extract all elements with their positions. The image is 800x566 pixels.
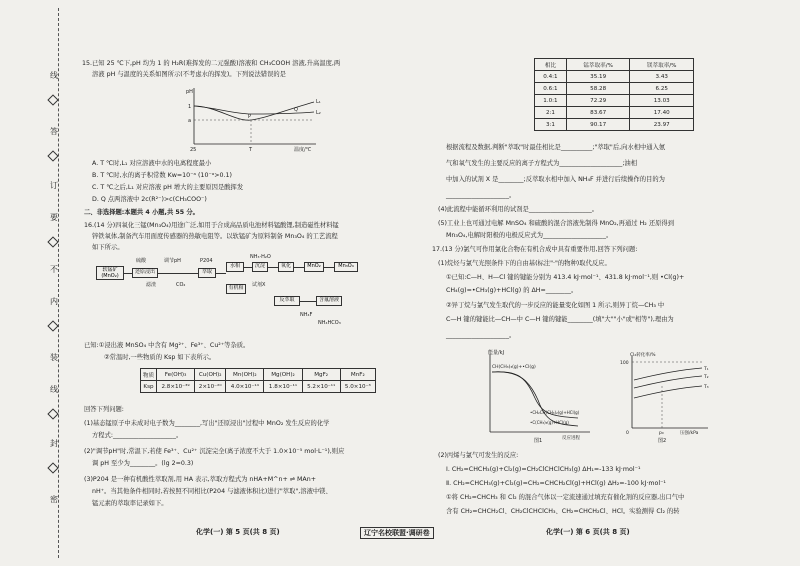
ksp-cell: 2.8×10⁻³⁹ — [156, 381, 194, 393]
page-footer-right: 化学(一) 第 6 页(共 8 页) — [546, 528, 630, 536]
q16-part2: (2)"调节pH"时,常温下,若使 Fe³⁺、Cu²⁺ 沉淀完全(离子浓度不大于 1.0×10⁻⁵ mol·L⁻¹),则应 — [84, 448, 345, 455]
ratio-cell: 6.25 — [630, 83, 694, 95]
q17-stem: 17.(13 分)氯气可作用氯化合物在有机合成中具有重要作用,回答下列问题: — [432, 246, 638, 253]
answer-intro: 回答下列问题: — [84, 406, 124, 413]
flow-box: 还原浸出 — [132, 268, 158, 278]
ratio-cell: 3.43 — [630, 71, 694, 83]
flow-label: 硫酸 — [136, 258, 147, 264]
flow-arrow — [244, 267, 252, 268]
flow-box: Mn₃O₄ — [334, 262, 358, 272]
graph-xlabel: 温度/℃ — [294, 147, 312, 153]
ratio-header-cell: 相比 — [535, 59, 567, 71]
fig2-ylabel: Cl₂转化率/% — [630, 353, 656, 358]
q16-analysis: 根据流程及数据,判断"萃取"时最佳相比是__________;"萃取"后,向水相中通入氨 — [446, 144, 666, 151]
q15-option-b: B. T ℃时,水的离子积常数 Kw=10⁻ᵃ (10⁻ᵃ>0.1) — [92, 172, 232, 179]
seal-char: 装 — [50, 353, 58, 362]
fig2-top-tick: 100 — [620, 361, 629, 366]
seal-char: 线 — [50, 385, 58, 394]
ratio-cell: 83.67 — [566, 107, 630, 119]
q17-equation-2: Ⅱ. CH₂=CHCH₃(g)+Cl₂(g)=CH₂=CHCH₂Cl(g)+HCl(g) ΔH₂=-100 kJ·mol⁻¹ — [446, 480, 666, 487]
q16-stem: 如下所示。 — [92, 244, 124, 251]
flow-box: 氧化 — [278, 262, 294, 272]
ratio-header-cell: 镁萃取率/% — [630, 59, 694, 71]
graph-tick: 1 — [188, 104, 192, 110]
ksp-header-cell: Fe(OH)₃ — [156, 369, 194, 381]
q17-part1-ii: C—H 键的键能比—CH—中 C—H 键的键能________(填"大""小"或"相等"),理由为 — [446, 316, 674, 323]
ksp-cell: 5.2×10⁻¹¹ — [302, 381, 340, 393]
q15-ph-graph — [176, 84, 326, 154]
fig2-T3: T₃ — [704, 385, 709, 390]
ksp-table — [140, 368, 376, 393]
ratio-cell: 0.4:1 — [535, 71, 567, 83]
q16-part1: (1)基态锰原子中未成对电子数为________,写出"还原浸出"过程中 MnO₂ 发生反应的化学 — [84, 420, 330, 427]
flow-label: NH₃·H₂O — [250, 254, 271, 260]
q15-option-a: A. T ℃时,L₁ 对应溶液中水的电离程度最小 — [92, 160, 212, 167]
seal-char: 订 — [50, 181, 58, 190]
q17-part2: (2)丙烯与氯气可发生的反应: — [438, 452, 519, 459]
flow-label: P204 — [200, 258, 213, 264]
conversion-graph-fig2 — [618, 350, 714, 444]
energy-diagram-fig1 — [478, 348, 598, 444]
flow-arrow — [300, 301, 316, 302]
q17-equation-1: Ⅰ. CH₂=CHCH₃(g)+Cl₂(g)=CH₂ClCHClCH₃(g) ΔH₁=-133 kJ·mol⁻¹ — [446, 466, 641, 473]
ratio-cell: 58.28 — [566, 83, 630, 95]
ksp-header-cell: Mn(OH)₂ — [226, 369, 264, 381]
q16-part3: nH⁺。当其他条件相同时,若按照不同相比(P204 与滤液体积比)进行"萃取",溶液中镁、 — [92, 488, 332, 495]
flow-box: 含氟溶液 — [316, 296, 342, 306]
ratio-cell: 13.03 — [630, 95, 694, 107]
q16-part5: Mn₃O₄,电解时阳极的电极反应式为____________________。 — [446, 232, 613, 239]
graph-x0: 25 — [190, 147, 197, 153]
seal-char: 内 — [50, 297, 58, 306]
fig2-T1: T₁ — [704, 367, 709, 372]
diamond-mark — [47, 462, 58, 473]
flow-label: 调节pH — [164, 258, 181, 264]
center-footer: 辽宁名校联盟·调研卷 — [360, 527, 434, 539]
ratio-cell: 72.29 — [566, 95, 630, 107]
graph-L2: L₂ — [316, 110, 321, 116]
flow-box: 萃取 — [198, 268, 216, 278]
ratio-cell: 23.97 — [630, 119, 694, 131]
graph-xT: T — [249, 147, 253, 153]
seal-char: 要 — [50, 213, 58, 222]
diamond-mark — [47, 150, 58, 161]
graph-a: a — [188, 118, 192, 124]
ksp-cell: 5.0×10⁻³ — [340, 381, 375, 393]
ksp-header-cell: Mg(OH)₂ — [264, 369, 302, 381]
diamond-mark — [47, 320, 58, 331]
q15-stem: 15.已知 25 ℃下,pH 均为 1 的 H₂R(难挥发的二元强酸)溶液和 CH₃COOH 溶液,升高温度,两 — [82, 60, 341, 67]
flow-arrow — [124, 273, 132, 274]
graph-ylabel: pH — [186, 89, 193, 95]
fig1-product2: •C(CH₃)₃(g)+HCl(g) — [530, 420, 569, 425]
flow-box: 软锰矿 (MnO₂) — [96, 266, 124, 280]
q16-part3: 锰元素的萃取率记录如下。 — [92, 500, 168, 507]
ksp-header-cell: MgF₂ — [302, 369, 340, 381]
ksp-header-cell: 物质 — [141, 369, 157, 381]
flow-box: 沉淀 — [252, 262, 268, 272]
q16-analysis: ____________________。 — [446, 192, 516, 199]
flow-label: 试剂X — [252, 282, 266, 288]
q17-part1-i: ①已知:C—H、H—Cl 键的键能分别为 413.4 kJ·mol⁻¹、431.8 kJ·mol⁻¹,则 •Cl(g)+ — [446, 274, 685, 281]
fig1-ylabel: 能量/kJ — [488, 350, 505, 356]
graph-P: P — [248, 114, 252, 120]
q15-option-d: D. Q 点两溶液中 2c(R²⁻)>c(CH₃COO⁻) — [92, 196, 207, 203]
fig2-p0: p₀ — [659, 431, 664, 436]
q17-part2-i: 含有 CH₂=CHCH₂Cl、CH₂ClCHClCH₃、CH₂=CHCH₂Cl、HCl。实验测得 Cl₂ 的转 — [446, 508, 680, 515]
fig1-xlabel: 反应进程 — [562, 436, 580, 441]
diamond-mark — [47, 236, 58, 247]
fig2-xlabel: 压强/kPa — [680, 431, 699, 436]
binding-margin — [0, 0, 66, 566]
flow-arrow — [294, 267, 304, 268]
ratio-cell: 0.6:1 — [535, 83, 567, 95]
q16-analysis: 中加入的试剂 X 是________;反萃取水相中加入 NH₄F 并进行后续操作的目的为 — [446, 176, 665, 183]
q15-stem: 溶液 pH 与温度的关系如图所示(不考虑水的挥发)。下列说法错误的是 — [92, 71, 286, 78]
flow-label: NH₄HCO₃ — [318, 320, 341, 326]
flow-arrow — [158, 273, 198, 274]
ratio-cell: 17.40 — [630, 107, 694, 119]
ratio-cell: 90.17 — [566, 119, 630, 131]
flow-box: MnO₂ — [304, 262, 324, 272]
ratio-cell: 35.19 — [566, 71, 630, 83]
ratio-cell: 1.0:1 — [535, 95, 567, 107]
seal-char: 答 — [50, 127, 58, 136]
q17-part1: (1)烷烃与氯气光照条件下的自由基(标注"·"的物种)取代反应。 — [438, 260, 611, 267]
q16-stem: 锌铁氧体,制备汽车用面度传感器的热敏电阻等。以软锰矿为原料制备 Mn₃O₄ 的工艺流程 — [92, 233, 338, 240]
page-footer-left: 化学(一) 第 5 页(共 8 页) — [196, 528, 280, 536]
q16-known: 已知:①浸出液 MnSO₄ 中含有 Mg²⁺、Fe³⁺、Cu²⁺等杂质。 — [84, 342, 250, 349]
q16-part5: (5)工业上也可通过电解 MnSO₄ 和硫酸的混合溶液先制得 MnO₂,再通过 H₂ 还原得到 — [438, 220, 675, 227]
q17-part1-ii: ②异丁烷与氯气发生取代的一步反应的能量变化如图 1 所示,则异丁烷—CH₃ 中 — [446, 302, 665, 309]
ratio-header-cell: 锰萃取率/% — [566, 59, 630, 71]
diamond-mark — [47, 408, 58, 419]
graph-L1: L₁ — [316, 99, 321, 105]
ksp-header-cell: Cu(OH)₂ — [195, 369, 226, 381]
q17-part1-i: CH₄(g)=•CH₃(g)+HCl(g) 的 ΔH=________。 — [446, 287, 578, 294]
ksp-cell: 2×10⁻²⁰ — [195, 381, 226, 393]
ksp-cell: Ksp — [141, 381, 157, 393]
q16-part4: (4)此流程中能循环利用的试剂是____________________。 — [438, 206, 599, 213]
q16-part1: 方程式:____________________。 — [92, 432, 183, 439]
ratio-cell: 3:1 — [535, 119, 567, 131]
fig2-T2: T₂ — [704, 375, 709, 380]
q16-known: ②常温时,一些物质的 Ksp 如下表所示。 — [104, 354, 216, 361]
flow-arrow — [324, 267, 334, 268]
fig1-start-label: CH(CH₃)₃(g)+•Cl(g) — [492, 365, 536, 370]
graph-Q: Q — [294, 107, 298, 113]
ratio-cell: 2:1 — [535, 107, 567, 119]
seal-char: 不 — [50, 265, 58, 274]
ksp-header-cell: MnF₂ — [340, 369, 375, 381]
q16-analysis: 气和氧气发生的主要反应的离子方程式为____________________;油相 — [446, 160, 638, 167]
q16-part3: (3)P204 是一种有机酸性萃取剂,用 HA 表示,萃取方程式为 nHA+M^n+ ⇌ MAn+ — [84, 476, 317, 483]
dashed-cut-line — [58, 8, 59, 558]
flow-box: 有机相 — [226, 284, 246, 294]
q16-part2: 调 pH 至少为________。(lg 2=0.3) — [92, 460, 194, 467]
seal-char: 密 — [50, 495, 58, 504]
q17-part2-i: ①将 CH₂=CHCH₃ 和 Cl₂ 的混合气体以一定流速通过填充有催化剂的反应器,出口气中 — [446, 494, 685, 501]
fig1-product1: •CH₂CH(CH₃)₂(g)+HCl(g) — [530, 410, 580, 415]
flow-box: 反萃取 — [274, 296, 300, 306]
flow-label: CO₂ — [176, 282, 186, 288]
section-heading: 二、非选择题:本题共 4 小题,共 55 分。 — [84, 209, 199, 216]
ratio-table — [534, 58, 694, 131]
flow-arrow — [216, 273, 226, 274]
ksp-cell: 1.8×10⁻¹¹ — [264, 381, 302, 393]
diamond-mark — [47, 94, 58, 105]
fig2-origin: 0 — [626, 431, 629, 436]
seal-char: 封 — [50, 439, 58, 448]
flow-label: 滤渣 — [146, 282, 157, 288]
flow-box: 水相 — [226, 262, 244, 272]
fig2-caption: 图2 — [658, 438, 667, 444]
q16-stem: 16.(14 分)四氧化三锰(Mn₃O₄)用途广泛,如用于合成高品质电池材料锰酸锂,制造磁性材料锰 — [84, 222, 339, 229]
fig1-caption: 图1 — [534, 438, 543, 444]
flow-arrow — [268, 267, 278, 268]
seal-char: 线 — [50, 71, 58, 80]
ksp-cell: 4.0×10⁻¹⁴ — [226, 381, 264, 393]
flow-label: NH₄F — [300, 312, 313, 318]
q15-option-c: C. T ℃之后,L₁ 对应溶液 pH 增大的主要原因是酸挥发 — [92, 184, 244, 191]
q17-part1-ii: ____________________。 — [446, 332, 516, 339]
